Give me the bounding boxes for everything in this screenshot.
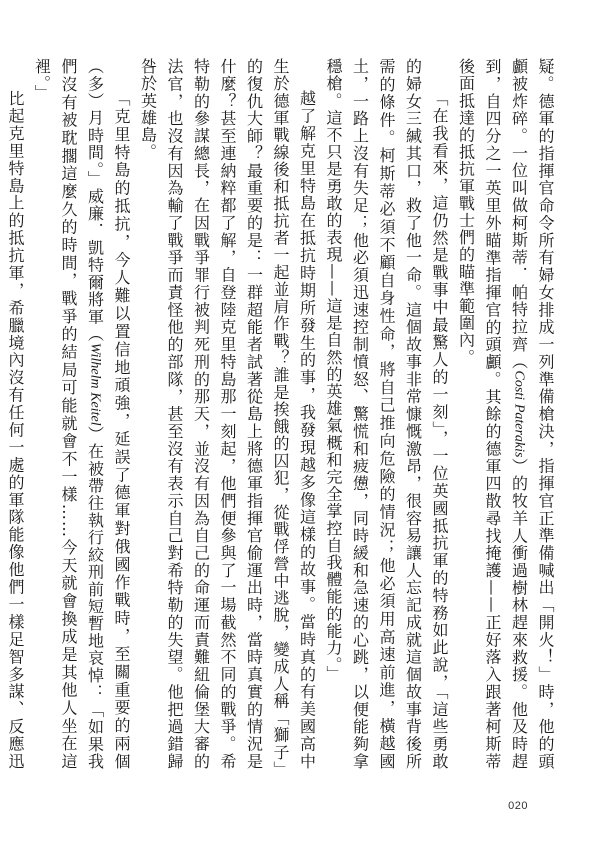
vertical-text-body (6, 58, 558, 770)
paragraph-p5 (0, 58, 28, 770)
paragraph-p4 (28, 58, 134, 770)
latin-name: Wilhelm Keitel (87, 342, 103, 426)
text-run: ）的牧羊人衝過樹林趕來救援。他及時趕到，自四分之一英里外瞄準指揮官的頭顱。其餘的德軍四散尋找掩護——正好落入跟著柯斯蒂後面抵達的抵抗軍戰士們的瞄準範圍內。 (456, 58, 529, 770)
paragraph-p1 (452, 58, 558, 770)
text-run: 「在我看來，這仍然是戰事中最驚人的一刻」，一位英國抵抗軍的特務如此說，「這些勇敢的婦女三緘其口，救了他一命。這個故事非常慷慨激昂，很容易讓人忘記成就這個故事背後所需的條件。柯斯蒂必須不顧自身性命，將自己推向危險的情況；他必須用高速前進，橫越國土，一路上沒有失足；他必須迅速控制憤怒、驚慌和疲憊，同時緩和急速的心跳，以便能夠拿穩槍。這不只是勇敢的表現——這是自然的英雄氣概和完全掌控自我體能的能力。」 (324, 58, 449, 770)
paragraph-p2 (320, 58, 453, 770)
page-number: 020 (508, 800, 528, 812)
text-run: 越了解克里特島在抵抗時期所發生的事，我發現越多像這樣的故事。當時真的有美國高中生於德軍戰線後和抵抗者一起並肩作戰？誰是挨餓的囚犯，從戰俘營中逃脫，變成人稱「獅子」的復仇大師？最重要的是：一群超能者試著從島上將德軍指揮官偷運出時，當時真實的情況是什麼？甚至連納粹都了解，自登陸克里特島那一刻起，他們便參與了一場截然不同的戰爭。希特勒的參謀總長，在因戰爭罪行被判死刑的那天，並沒有因為自己的命運而責難紐倫堡大審的法官，也沒有因為輸了戰爭而責怪他的部隊，甚至沒有表示自己對希特勒的失望。他把過錯歸咎於英雄島。 (138, 58, 317, 770)
text-run: 「克里特島的抵抗，今人難以置信地頑強，延誤了德軍對俄國作戰時，至關重要的兩個（多）月時間。」威廉．凱特爾將軍（ (85, 58, 131, 770)
latin-name: Costi Paterakis (511, 370, 527, 458)
text-run: 比起克里特島上的抵抗軍，希臘境內沒有任何一處的軍隊能像他們一樣足智多謀、反應迅 (6, 90, 25, 770)
text-run: 疑。德軍的指揮官命令所有婦女排成一列準備槍決，指揮官正準備喊出「開火！」時，他的頭顱被炸碎。一位叫做柯斯蒂．帕特拉齊（ (509, 58, 555, 770)
text-run: ）在被帶往執行絞刑前短暫地哀悼：「如果我們沒有被耽擱這麼久的時間，戰爭的結局可能就會不一樣……今天就會換成是其他人坐在這裡。」 (32, 58, 105, 770)
paragraph-p3 (134, 58, 320, 770)
